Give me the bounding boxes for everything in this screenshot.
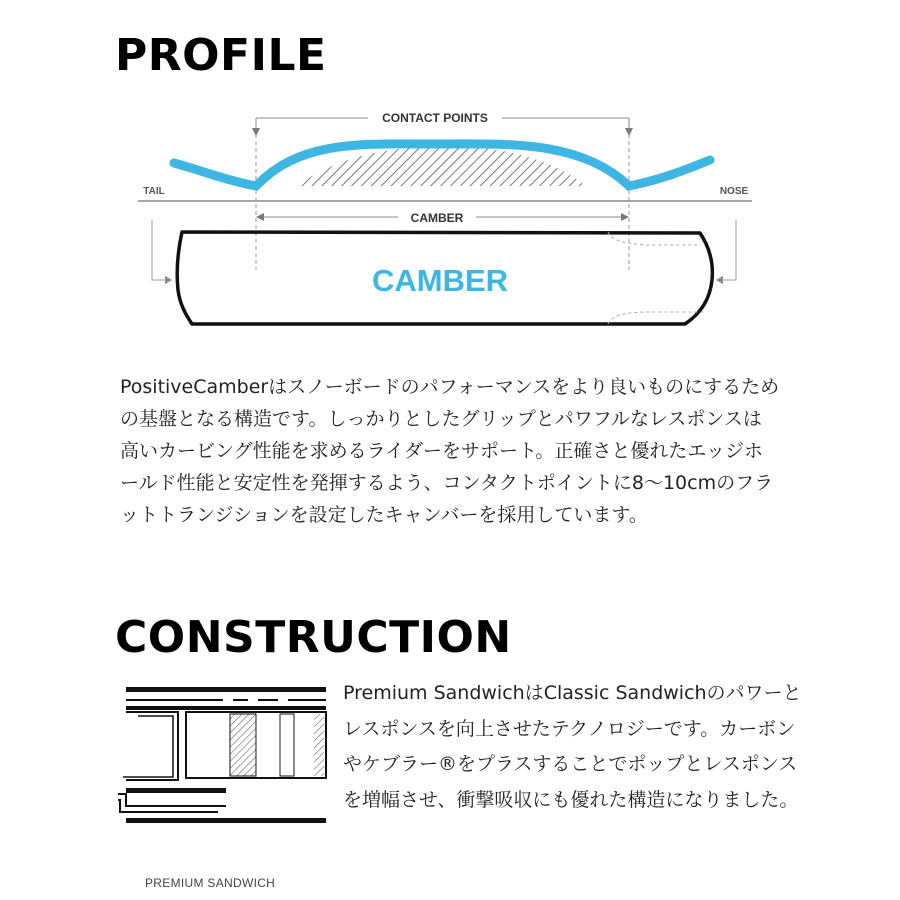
construction-description: Premium SandwichはClassic Sandwichのパワーとレスポンスを向上させたテクノロジーです。カーボンやケブラー®をプラスすることでポップとレスポンスを増幅させ、衝撃吸収にも優れた構造になりました。 (343, 682, 802, 811)
board-camber-label: CAMBER (371, 263, 509, 298)
tail-label: TAIL (143, 186, 165, 197)
profile-heading: PROFILE (115, 30, 327, 81)
contact-points-label: CONTACT POINTS (382, 111, 488, 125)
profile-description: PositiveCamberはスノーボードのパフォーマンスをより良いものにするための基盤となる構造です。しっかりとしたグリップとパワフルなレスポンスは高いカービング性能を求めるライダーをサポート。正確さと優れたエッジホールド性能と安定性を発揮するよう、コンタクトポイントに8〜10cmのフラットトランジションを設定したキャンバーを採用しています。 (120, 376, 780, 526)
camber-profile-diagram (130, 100, 760, 340)
premium-sandwich-diagram (118, 682, 330, 826)
construction-heading: CONSTRUCTION (115, 612, 512, 663)
nose-arrow (722, 220, 736, 280)
nose-label: NOSE (719, 186, 749, 197)
sandwich-caption: PREMIUM SANDWICH (145, 876, 276, 890)
tail-arrow (152, 220, 166, 280)
camber-span-label: CAMBER (410, 211, 464, 225)
